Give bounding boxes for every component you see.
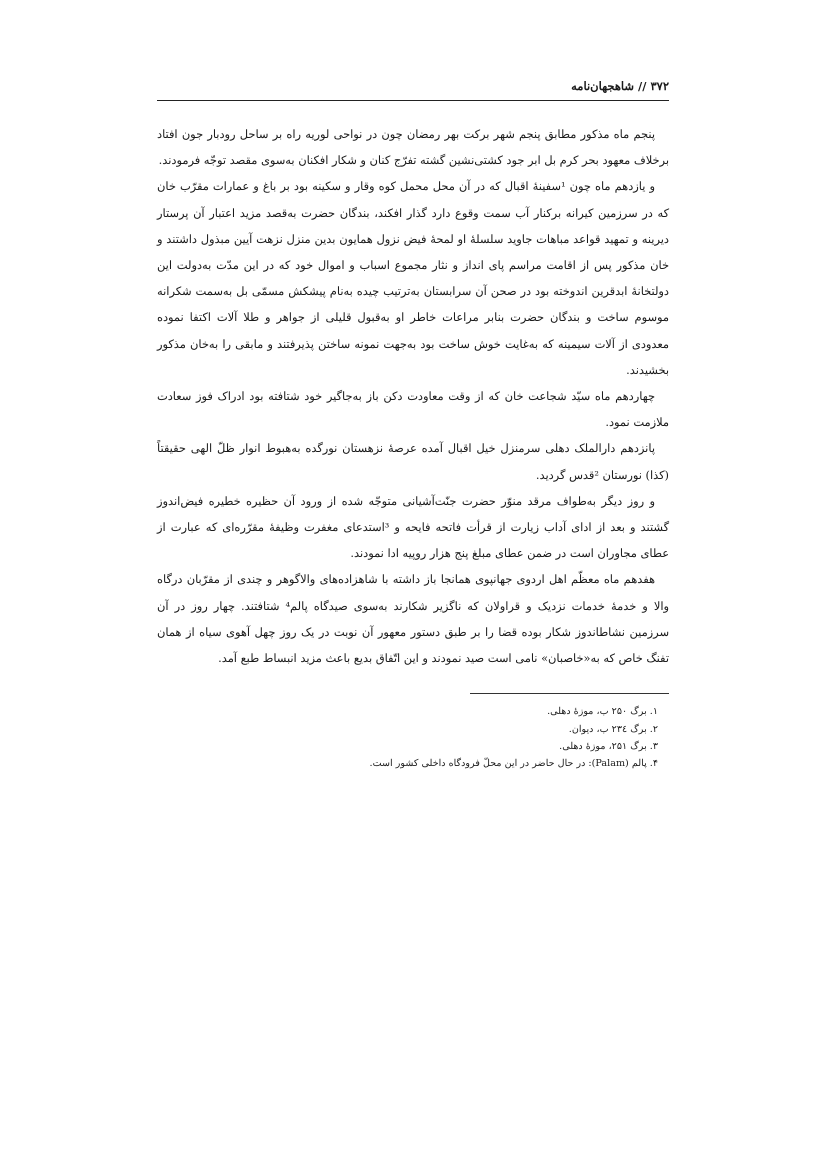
paragraph: هفدهم ماه معظّم اهل اردوی جهانپوی همانجا باز داشته با شاهزاده‌های والاگوهر و چندی از مقرّبان درگاه والا و خدمهٔ خدمات نزدیک و قراولان که ناگزیر شکارند به‌سوی صیدگاه پالم⁴ شتافتند. چهار روز در آن سرزمین نشاطاندوز شکار بوده قضا را بر طبق دستور معهور آن نوبت در یک روز چهل آهوی سیاه از همان تفنگ خاص که به«خاصبان» نامی است صید نمودند و این اتّفاق بدیع باعث مزید انبساط طبع آمد. xyxy=(157,572,669,666)
paragraph: پنجم ماه مذکور مطابق پنجم شهر برکت بهر رمضان چون در نواحی لوریه راه بر ساحل رودبار جون افتاد برخلاف معهود بحر کرم بل ابر جود کشتی‌نشین گشته تفرّج کنان و شکار افکنان به‌سوی مقصد توجّه فرمودند. xyxy=(157,127,669,168)
footnote: ۲. برگ ۲۳٤ ب، دیوان. xyxy=(568,723,658,735)
footnote: ۱. برگ ۲۵۰ ب، موزهٔ دهلی. xyxy=(547,706,658,718)
footnote: ۳. برگ ۲۵۱، موزهٔ دهلی. xyxy=(559,741,658,753)
paragraph: و یازدهم ماه چون ¹سفینهٔ اقبال که در آن محل محمل کوه وقار و سکینه بود بر باغ و عمارات مقرّب خان که در سرزمین کیرانه برکنار آب سمت وقوع دارد گذار افکند، بندگان حضرت به‌قصد مزید اعتبار آن پرستار دیرینه و تمهید قواعد مباهات جاوید سلسلهٔ او لمحهٔ فیض نزول همایون بدین منزل نزهت آیین مبذول داشتند و خان مذکور پس از اقامت مراسم پای انداز و نثار مجموع اسباب و اموال خود که در این مدّت به‌دولت این دولتخانهٔ ابدقرین اندوخته بود در صحن آن سرابستان به‌ترتیب چیده به‌نام پیشکش مسمّی بل به‌سمت شکرانه موسوم ساخت و بندگان حضرت بنابر مراعات خاطر او به‌قبول قلیلی از جواهر و طلا آلات اکتفا نموده معدودی از آلات سیمینه که به‌غایت خوش ساخت بود به‌جهت نمونه ساختن پذیرفتند و مابقی را به‌خان مذکور بخشیدند. xyxy=(157,179,669,377)
paragraph: چهاردهم ماه سیّد شجاعت خان که از وقت معاودت دکن باز به‌جاگیر خود شتافته بود ادراک فوز سعادت ملازمت نمود. xyxy=(157,389,669,430)
header-rule xyxy=(157,100,669,101)
footnote: ۴. پالم (Palam): در حال حاضر در این محلّ فرودگاه داخلی کشور است. xyxy=(369,758,658,770)
paragraph: پانزدهم دارالملک دهلی سرمنزل خیل اقبال آمده عرصهٔ نزهستان نورگده به‌هبوط انوار ظلّ الهی حقیقتاً (کذا) نورستان ²قدس گردید. xyxy=(157,441,669,482)
running-title: ۳۷۲ // شاهجهان‌نامه xyxy=(571,79,669,93)
footnotes xyxy=(157,703,669,773)
main-text xyxy=(157,121,669,671)
footnote-rule xyxy=(470,693,669,694)
book-page xyxy=(157,72,669,773)
running-header xyxy=(157,72,669,100)
paragraph: و روز دیگر به‌طواف مرقد منوّر حضرت جنّت‌آشیانی متوجّه شده از ورود آن حظیره خطیره فیض‌اندوز گشتند و بعد از ادای آداب زیارت از قرأت فاتحه فایحه و ³استدعای مغفرت وظیفهٔ مقرّره‌ای که عبارت از عطای مجاوران است در ضمن عطای مبلغ پنج هزار روپیه ادا نمودند. xyxy=(157,493,669,561)
